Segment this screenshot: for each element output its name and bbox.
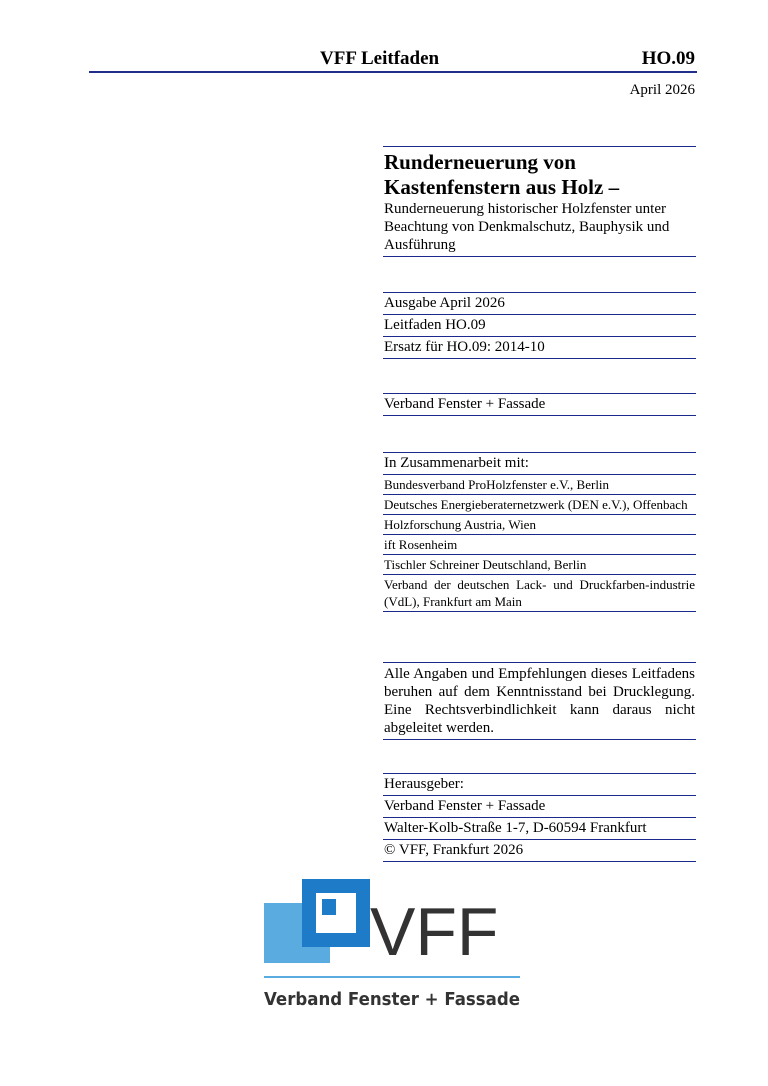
logo-rule — [264, 976, 520, 978]
edition-leitfaden: Leitfaden HO.09 — [384, 317, 486, 333]
document-subtitle: Runderneuerung historischer Holzfenster unter Beachtung von Denkmalschutz, Bauphysik und Ausführung — [384, 201, 670, 253]
logo-tagline: Verband Fenster + Fassade — [264, 989, 520, 1010]
cooperation-heading: In Zusammenarbeit mit: — [384, 455, 529, 471]
rule — [383, 256, 696, 257]
rule — [383, 415, 696, 416]
header-series-title: VFF Leitfaden — [320, 48, 440, 69]
rule — [383, 358, 696, 359]
partner-item: Holzforschung Austria, Wien — [384, 517, 536, 532]
edition-block — [383, 292, 696, 359]
publisher-copyright: © VFF, Frankfurt 2026 — [384, 842, 524, 858]
rule — [383, 739, 696, 740]
partner-item: Deutsches Energieberaternetzwerk (DEN e.V.), Offenbach — [384, 497, 688, 512]
title-line-2: Kastenfenstern aus Holz – — [384, 175, 620, 199]
disclaimer-block — [383, 662, 696, 740]
rule — [383, 861, 696, 862]
cooperation-block — [383, 452, 696, 612]
header-date: April 2026 — [629, 82, 695, 98]
partner-item: Verband der deutschen Lack- und Druckfarben-industrie (VdL), Frankfurt am Main — [384, 577, 695, 609]
publisher-name: Verband Fenster + Fassade — [384, 798, 546, 814]
partner-item: Bundesverband ProHolzfenster e.V., Berlin — [384, 477, 610, 492]
publisher-block — [383, 773, 696, 862]
author-block — [383, 393, 696, 416]
header-document-code: HO.09 — [641, 48, 695, 69]
edition-ersatz: Ersatz für HO.09: 2014-10 — [384, 339, 545, 355]
vff-logo-mark — [262, 877, 524, 1012]
disclaimer-text: Alle Angaben und Empfehlungen dieses Leitfadens beruhen auf dem Kenntnisstand bei Drucklegung. Eine Rechtsverbindlichkeit kann daraus nicht abgeleitet werden. — [384, 666, 695, 736]
author-name: Verband Fenster + Fassade — [384, 396, 546, 412]
publisher-heading: Herausgeber: — [384, 776, 464, 792]
vff-logo — [262, 877, 524, 1012]
header-rule — [89, 71, 697, 73]
logo-square-core — [322, 899, 336, 915]
partner-item: ift Rosenheim — [384, 537, 458, 552]
edition-ausgabe: Ausgabe April 2026 — [384, 295, 505, 311]
logo-wordmark: VFF — [370, 894, 499, 970]
publisher-address: Walter-Kolb-Straße 1-7, D-60594 Frankfurt — [384, 820, 647, 836]
partner-item: Tischler Schreiner Deutschland, Berlin — [384, 557, 587, 572]
title-line-1: Runderneuerung von — [384, 150, 576, 174]
rule — [383, 611, 696, 612]
document-title — [383, 147, 696, 200]
title-block — [383, 146, 696, 257]
